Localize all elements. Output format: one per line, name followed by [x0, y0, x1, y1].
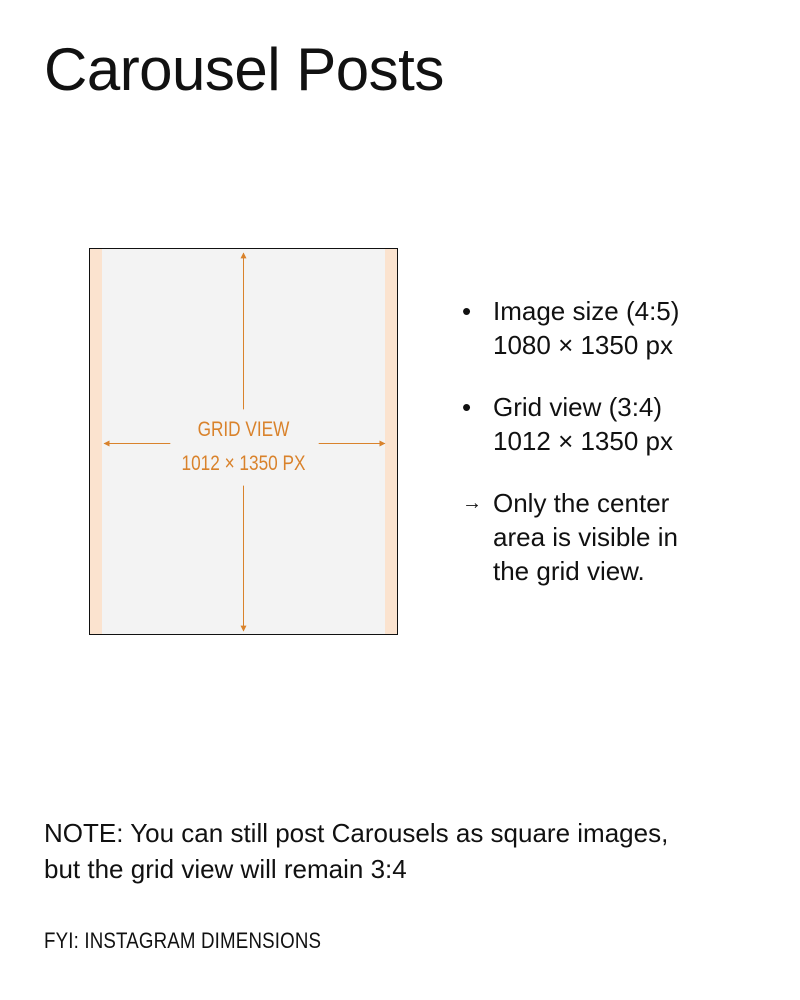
carousel-frame-diagram	[89, 248, 398, 635]
note-line: but the grid view will remain 3:4	[44, 854, 407, 884]
visibility-note-line: Only the center	[493, 488, 670, 518]
note-text	[44, 815, 764, 887]
grid-view-size-value: 1012 × 1350 px	[493, 426, 673, 456]
bullet-icon: •	[462, 392, 472, 422]
image-size-label: Image size (4:5)	[493, 296, 680, 326]
grid-view-size-label: Grid view (3:4)	[493, 392, 663, 422]
list-item	[460, 294, 760, 362]
note-line: NOTE: You can still post Carousels as square images,	[44, 818, 669, 848]
list-item	[460, 390, 760, 458]
list-item	[460, 486, 760, 588]
page-title: Carousel Posts	[44, 36, 444, 103]
visibility-note-line: the grid view.	[493, 556, 645, 586]
grid-view-dimensions: 1012 × 1350 PX	[181, 452, 306, 475]
info-list	[460, 294, 760, 616]
grid-view-title: GRID VIEW	[197, 418, 290, 441]
arrow-right-icon: →	[462, 492, 482, 514]
fyi-caption: FYI: INSTAGRAM DIMENSIONS	[44, 928, 322, 953]
image-size-value: 1080 × 1350 px	[493, 330, 673, 360]
visibility-note-line: area is visible in	[493, 522, 678, 552]
grid-view-label	[118, 413, 370, 481]
bullet-icon: •	[462, 296, 472, 326]
